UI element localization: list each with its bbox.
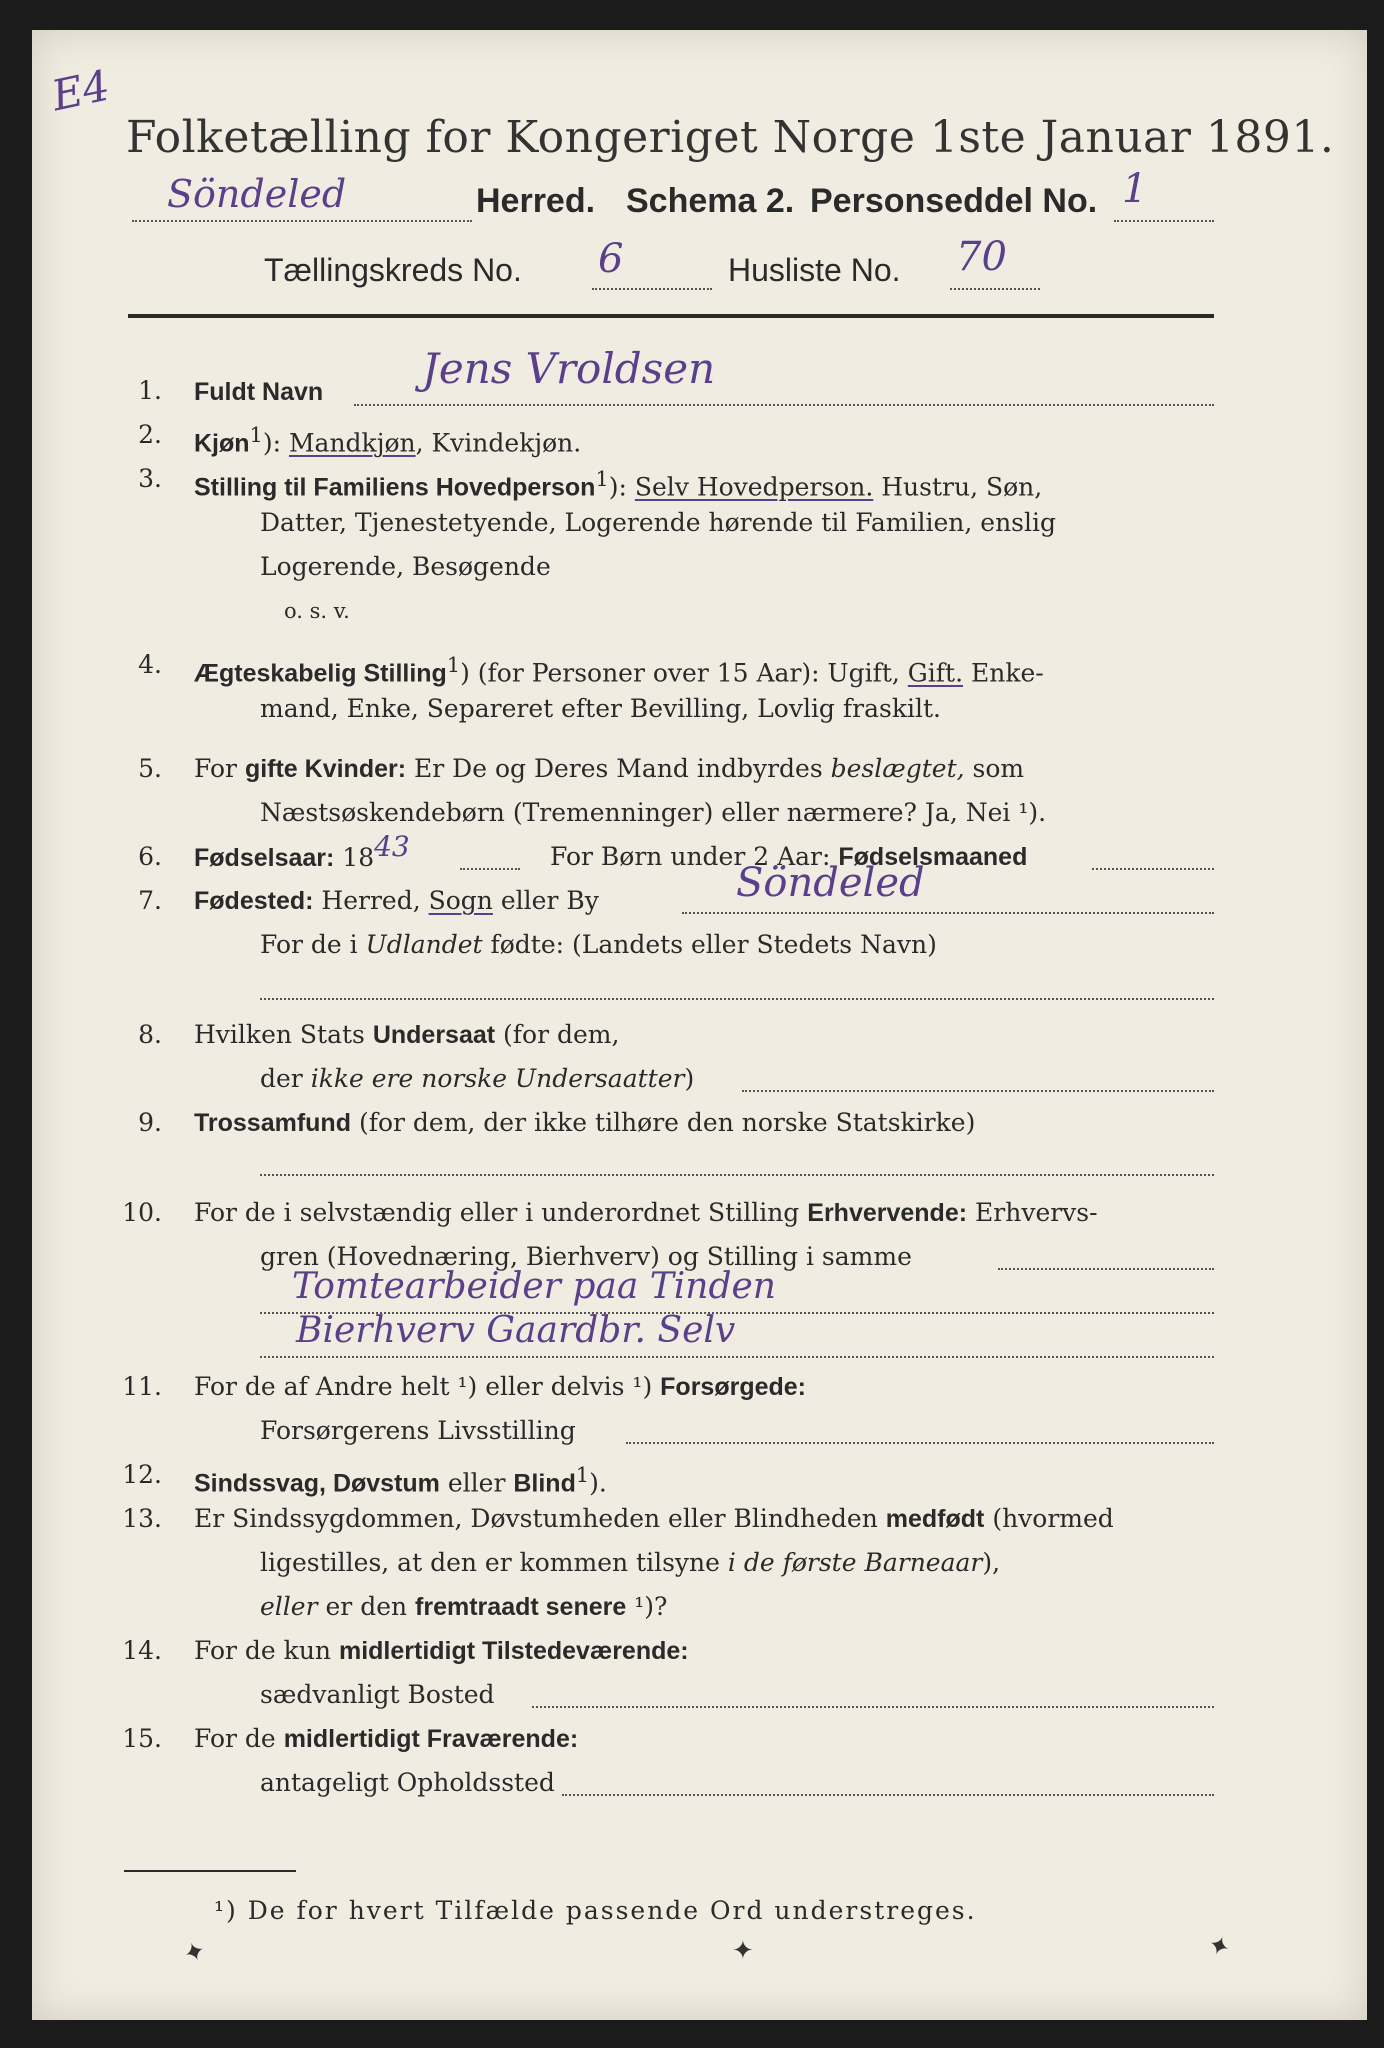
form-title: Folketælling for Kongeriget Norge 1ste Januar 1891. [126,112,1335,163]
item-8-number: 8. [138,1020,162,1049]
item-8-text-a: Hvilken Stats [194,1020,365,1049]
item-7-label: Fødested: [194,887,314,915]
item-3-line3: Logerende, Besøgende [260,552,551,581]
item-10-text-b: Erhvervs- [975,1198,1098,1227]
item-13-label: medfødt [885,1505,985,1533]
item-13-line3a: er den [325,1592,408,1621]
item-10-label: Erhvervende: [807,1199,968,1227]
kreds-no: 6 [598,236,624,282]
item-13-line3-label: fremtraadt senere [415,1593,627,1621]
item-12-line: Sindssvag, Døvstum eller Blind$^1$). [194,1463,607,1498]
footnote: ¹) De for hvert Tilfælde passende Ord understreges. [214,1896,977,1925]
item-11-label: Forsørgede: [660,1373,807,1401]
item-7-answer: Söndeled [736,860,925,906]
item-14-text: For de kun [194,1636,332,1665]
registration-mark-right-icon: ✦ [1203,1929,1235,1965]
header-divider [128,314,1214,318]
item-13-line2-emph: i de første Barneaar [727,1548,983,1577]
item-8-line1 [194,1020,619,1050]
item-5-number: 5. [138,754,162,783]
item-6-text: For Børn under 2 Aar: [550,842,831,871]
item-6-month-dots [1092,868,1214,870]
item-3-number: 3. [138,464,162,493]
item-12-number: 12. [122,1460,162,1489]
item-15-label: midlertidigt Fraværende: [283,1725,579,1753]
item-10-dots-a [998,1268,1214,1270]
item-5-label: gifte Kvinder: [244,755,407,783]
item-4-text2: Enke- [970,658,1044,688]
item-10-line1 [194,1198,1098,1228]
item-15-number: 15. [122,1724,162,1753]
item-6-label2: Fødselsmaaned [838,843,1028,871]
item-6-label: Fødselsaar: [194,844,335,872]
item-10-answer1: Tomtearbeider paa Tinden [292,1266,776,1307]
item-2-number: 2. [138,420,162,449]
item-5-text-c: som [972,754,1025,783]
item-6-year-answer: 43 [374,830,410,863]
item-14-number: 14. [122,1636,162,1665]
schema-label: Schema 2. [626,182,795,220]
herred-dots [132,220,472,222]
item-5-text-a: For [194,754,237,783]
item-15-dots [562,1794,1214,1796]
item-10-answer2: Bierhverv Gaardbr. Selv [296,1310,736,1351]
registration-mark-center-icon: ✦ [732,1936,754,1966]
item-9-dots [260,1174,1214,1176]
item-1-answer: Jens Vroldsen [422,344,716,393]
item-7-foreign-dots [260,998,1214,1000]
item-11-number: 11. [122,1372,162,1401]
husliste-no: 70 [956,234,1007,280]
item-3-line4: o. s. v. [284,599,350,623]
registration-mark-left-icon: ✦ [179,1935,211,1971]
item-12-label-b: Blind [513,1469,576,1498]
item-15-text: For de [194,1724,276,1753]
personseddel-no: 1 [1122,166,1148,212]
item-7-line2a: For de i [260,930,358,959]
item-9-number: 9. [138,1108,162,1137]
item-4-line1: Ægteskabelig Stilling$^1$) (for Personer over 15 Aar): Ugift, Gift. Enke- [194,653,1044,688]
item-1-number: 1. [138,376,162,405]
item-2-sup: 1 [249,423,263,447]
item-4-text1: (for Personer over 15 Aar): Ugift, [477,658,900,688]
item-5-text-b: Er De og Deres Mand indbyrdes [414,754,823,783]
item-4-sup: 1 [446,653,461,677]
item-7-text-a: Herred, [321,886,421,915]
herred-label: Herred. [476,182,596,220]
item-6-number: 6. [138,842,162,871]
item-12-end: ). [589,1468,607,1498]
item-7-line2 [260,930,937,960]
item-14-label: midlertidigt Tilstedeværende: [338,1637,689,1665]
item-13-text-a: Er Sindssygdommen, Døvstumheden eller Blindheden [194,1504,878,1533]
item-13-line1 [194,1504,1114,1534]
item-7-line2-emph: Udlandet [365,930,483,959]
item-4-label: Ægteskabelig Stilling [194,659,447,688]
item-13-line2 [260,1548,1000,1578]
item-9-text: (for dem, der ikke tilhøre den norske Statskirke) [358,1108,976,1137]
item-6-line [194,830,410,873]
item-8-dots [742,1090,1214,1092]
item-13-line3b: )? [644,1592,668,1621]
kreds-dots [592,288,712,290]
item-14-line2: sædvanligt Bosted [260,1680,495,1709]
item-2-line: Kjøn$^1$): Mandkjøn, Kvindekjøn. [194,423,582,458]
item-13-line2b: ), [982,1548,1001,1577]
personseddel-label: Personseddel No. [810,182,1098,220]
item-11-dots [626,1442,1214,1444]
item-8-text-b: (for dem, [503,1020,620,1049]
item-15-line1 [194,1724,578,1754]
item-8-line2 [260,1064,694,1094]
item-13-line2a: ligestilles, at den er kommen tilsyne [260,1548,720,1577]
item-8-line2b: ) [684,1064,695,1093]
item-6-year-dots [460,868,520,870]
item-7-number: 7. [138,886,162,915]
item-14-dots [532,1706,1214,1708]
item-10-number: 10. [122,1198,162,1227]
item-2-option-kvindekjon: , Kvindekjøn. [415,428,582,458]
husliste-dots [950,288,1040,290]
item-14-line1 [194,1636,689,1666]
item-2-option-mandkjon: Mandkjøn [288,428,416,458]
item-8-line2a: der [260,1064,303,1093]
item-4-number: 4. [138,650,162,679]
item-3-rest: Hustru, Søn, [881,472,1043,502]
kreds-label: Tællingskreds No. [264,252,522,288]
item-13-line3: eller er den fremtraadt senere ¹)? [260,1592,668,1621]
item-15-line2: antageligt Opholdssted [260,1768,555,1797]
husliste-label: Husliste No. [728,252,901,288]
item-8-label: Undersaat [372,1021,496,1049]
item-3-option-selected: Selv Hovedperson. [634,472,874,502]
footnote-rule [124,1870,296,1872]
item-7-text-b: eller By [500,886,599,915]
item-12-label-a: Sindssvag, Døvstum [194,1469,440,1498]
item-7-dots [682,912,1214,914]
item-6-year-prefix: 18 [342,843,375,872]
item-3-label: Stilling til Familiens Hovedperson [194,473,596,502]
item-1-dots [354,404,1214,406]
personseddel-dots [1114,220,1214,222]
item-13-text-b: (hvormed [992,1504,1114,1533]
item-10-line2: gren (Hovednæring, Bierhverv) og Stilling i samme [260,1242,912,1271]
item-7-line2b: fødte: (Landets eller Stedets Navn) [490,930,937,959]
item-5-line2: Næstsøskendebørn (Tremenninger) eller nærmere? Ja, Nei ¹). [260,798,1047,827]
item-11-line1: For de af Andre helt ¹) eller delvis ¹) Forsørgede: [194,1372,807,1401]
item-10-dots-c [260,1356,1214,1358]
item-5-emph: beslægtet, [830,754,965,783]
item-13-number: 13. [122,1504,162,1533]
item-12-text: eller [447,1468,506,1498]
item-5-line1 [194,754,1024,784]
item-13-line3-emph: eller [260,1592,318,1621]
item-7-line1 [194,886,599,916]
corner-mark: E4 [47,60,114,121]
item-4-line2: mand, Enke, Separeret efter Bevilling, Lovlig fraskilt. [260,694,941,723]
item-9-label: Trossamfund [194,1109,351,1137]
census-form-sheet [32,30,1367,2020]
item-3-sup: 1 [595,467,609,491]
item-11-text-b: eller delvis [485,1372,625,1401]
item-8-line2-emph: ikke ere norske Undersaatter [310,1064,685,1093]
item-3-line1: Stilling til Familiens Hovedperson$^1$): Selv Hovedperson. Hustru, Søn, [194,467,1043,502]
item-10-text-a: For de i selvstændig eller i underordnet Stilling [194,1198,800,1227]
item-2-label: Kjøn [194,429,250,458]
item-7-option-selected: Sogn [428,886,493,915]
item-9-line [194,1108,975,1138]
item-11-line2: Forsørgerens Livsstilling [260,1416,576,1445]
item-1-label: Fuldt Navn [194,378,324,406]
item-4-option-selected: Gift. [907,658,964,688]
item-11-text-a: For de af Andre helt [194,1372,450,1401]
item-3-line2: Datter, Tjenestetyende, Logerende hørende til Familien, enslig [260,508,1057,537]
herred-name: Söndeled [167,172,347,216]
